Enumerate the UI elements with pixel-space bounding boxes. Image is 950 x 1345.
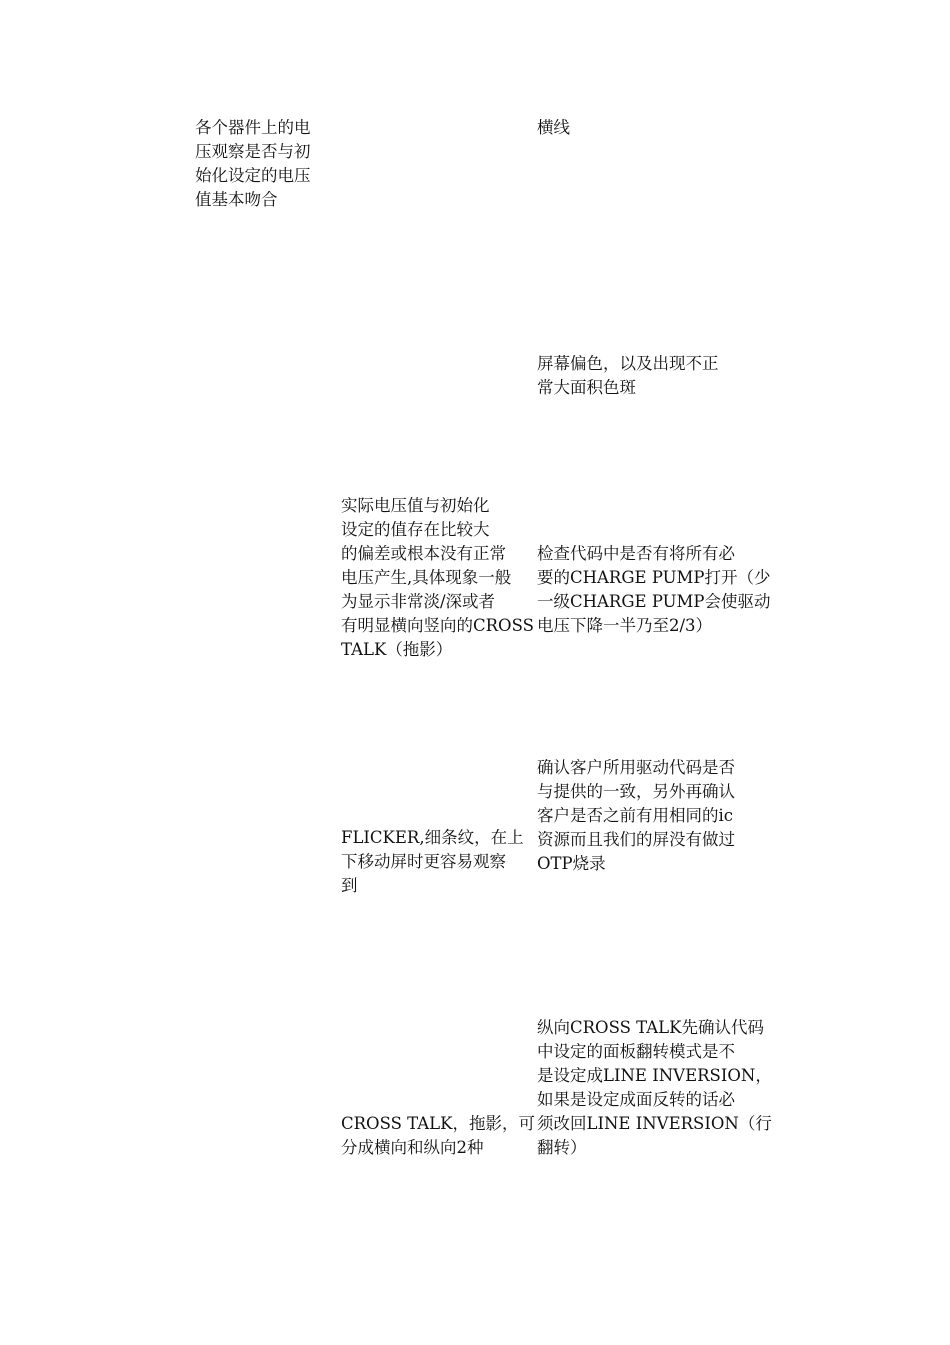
crosstalk-symptom: CROSS TALK，拖影，可 分成横向和纵向2种 [341,1114,535,1157]
charge-pump-solution: 检查代码中是否有将所有必 要的CHARGE PUMP打开（少 一级CHARGE PUMP会使驱动 电压下降一半乃至2/3） [537,544,771,635]
horizontal-line-symptom: 横线 [537,118,570,137]
inversion-mode-solution: 纵向CROSS TALK先确认代码 中设定的面板翻转模式是不 是设定成LINE INVERSION， 如果是设定成面反转的话必 须改回LINE INVERSION（行 翻转） [537,1018,772,1157]
voltage-check-text: 各个器件上的电 压观察是否与初 始化设定的电压 值基本吻合 [195,118,311,209]
color-cast-symptom: 屏幕偏色，以及出现不正 常大面积色斑 [537,354,719,397]
flicker-symptom: FLICKER,细条纹，在上 下移动屏时更容易观察 到 [341,828,524,895]
driver-code-solution: 确认客户所用驱动代码是否 与提供的一致，另外再确认 客户是否之前有用相同的ic 资源而且我们的屏没有做过 OTP烧录 [537,758,735,873]
voltage-deviation-cause: 实际电压值与初始化 设定的值存在比较大 的偏差或根本没有正常 电压产生,具体现象一般 为显示非常淡/深或者 有明显横向竖向的CROSS TALK（拖影） [341,496,534,659]
